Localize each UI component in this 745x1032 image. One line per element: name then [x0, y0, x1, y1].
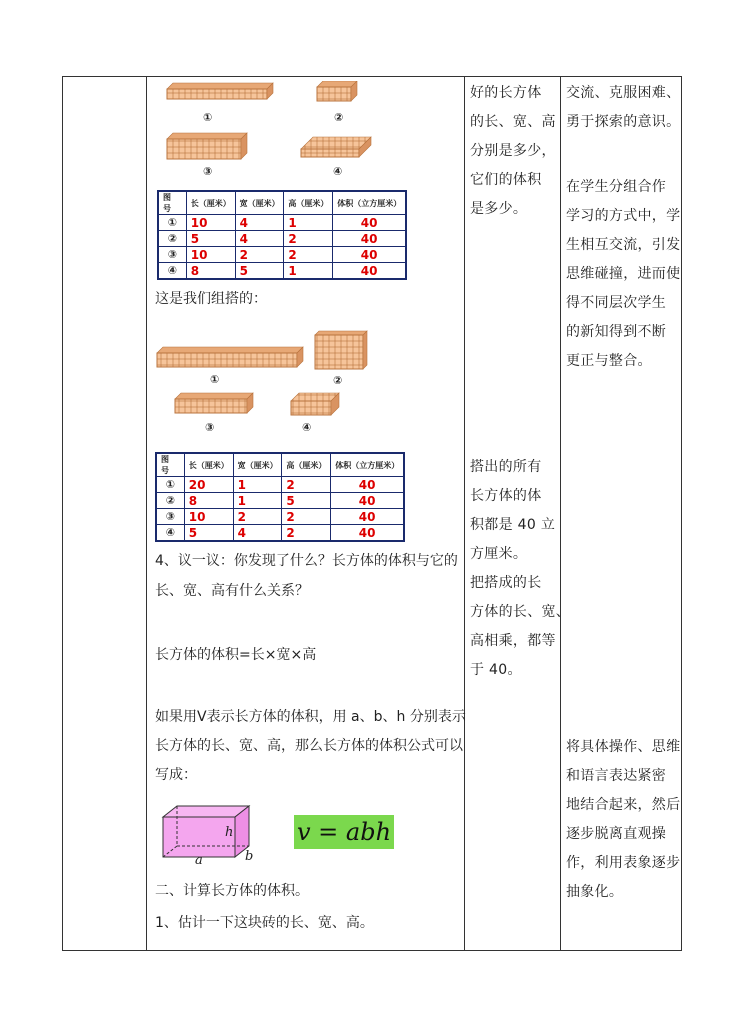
table-cell: 40: [331, 493, 404, 509]
table-cell: 2: [284, 247, 333, 263]
formula-intro: 写成：: [155, 767, 197, 783]
volume-formula: v = abh: [294, 815, 394, 849]
table-cell: 2: [282, 525, 331, 542]
header-cell: 体积（立方厘米）: [331, 453, 404, 477]
table-row: [156, 477, 404, 493]
table-cell: 1: [284, 215, 333, 231]
figure-caption: ④: [333, 165, 343, 178]
header-cell: 高（厘米）: [282, 453, 331, 477]
volume-table-1: [157, 190, 407, 280]
table-cell: 1: [233, 477, 282, 493]
table-row: [158, 263, 406, 280]
header-cell: 长（厘米）: [184, 453, 233, 477]
text-line: 交流、克服困难、: [566, 85, 681, 101]
table-cell: 5: [186, 231, 235, 247]
figure-caption: ②: [333, 374, 343, 387]
cuboid-diagram: [157, 803, 257, 869]
cuboid-drawings: [161, 81, 401, 181]
section-heading: 二、计算长方体的体积。: [155, 883, 309, 899]
table-cell: 2: [284, 231, 333, 247]
figure-caption: ②: [334, 111, 344, 124]
text-line: 好的长方体: [470, 85, 542, 101]
text-line: 方体的长、宽、: [470, 604, 571, 620]
table-cell: 20: [184, 477, 233, 493]
table-header-row: [156, 453, 404, 477]
figure-caption: ③: [205, 421, 215, 434]
text-line: 得不同层次学生: [566, 295, 667, 311]
text-line: 将具体操作、思维: [566, 739, 681, 755]
cuboid-drawings: [155, 329, 395, 439]
student-activity-block: [470, 453, 571, 685]
text-line: 抽象化。: [566, 884, 624, 900]
header-cell: 宽（厘米）: [233, 453, 282, 477]
table-row: [158, 231, 406, 247]
table-cell: ④: [156, 525, 184, 542]
table-cell: 10: [184, 509, 233, 525]
text-line: 是多少。: [470, 201, 528, 217]
estimate-text: 1、估计一下这块砖的长、宽、高。: [155, 915, 374, 931]
text-line: 分别是多少，: [470, 143, 556, 159]
table-cell: 4: [235, 215, 284, 231]
volume-relation: 长方体的体积=长×宽×高: [155, 647, 317, 663]
figure-caption: ③: [203, 165, 213, 178]
height-label: h: [225, 825, 234, 840]
text-line: 把搭成的长: [470, 575, 542, 591]
text-line: 的长、宽、高: [470, 114, 556, 130]
table-cell: 40: [333, 247, 406, 263]
table-cell: 2: [282, 477, 331, 493]
text-line: 逐步脱离直观操: [566, 826, 667, 842]
table-cell: ①: [156, 477, 184, 493]
column-divider: [464, 77, 465, 950]
table-cell: 8: [184, 493, 233, 509]
table-row: [156, 509, 404, 525]
text-line: 和语言表达紧密: [566, 768, 667, 784]
table-cell: 40: [331, 477, 404, 493]
table-cell: 5: [282, 493, 331, 509]
text-line: 积都是 40 立: [470, 517, 556, 533]
table-cell: 10: [186, 247, 235, 263]
table-cell: 1: [233, 493, 282, 509]
header-cell: 图 号: [156, 453, 184, 477]
text-line: 更正与整合。: [566, 353, 652, 369]
table-row: [158, 247, 406, 263]
table-cell: 8: [186, 263, 235, 280]
table-cell: ①: [158, 215, 186, 231]
cuboid-outline: [157, 803, 257, 869]
table-cell: ③: [158, 247, 186, 263]
design-intent-block: [566, 173, 681, 376]
text-line: 搭出的所有: [470, 459, 542, 475]
header-cell: 长（厘米）: [186, 191, 235, 215]
formula-intro: 长方体的长、宽、高，那么长方体的体积公式可以: [155, 738, 463, 754]
text-line: 作，利用表象逐步: [566, 855, 681, 871]
design-intent-block: [566, 733, 681, 907]
table-row: [158, 215, 406, 231]
table-cell: 40: [333, 263, 406, 280]
length-label: a: [195, 853, 203, 868]
text-line: 它们的体积: [470, 172, 542, 188]
table-cell: 2: [282, 509, 331, 525]
discuss-text: 长、宽、高有什么关系？: [155, 583, 309, 599]
table-row: [156, 493, 404, 509]
table-cell: 5: [235, 263, 284, 280]
our-group-text: 这是我们组搭的：: [155, 291, 267, 307]
formula-intro: 如果用V表示长方体的体积，用 a、b、h 分别表示: [155, 709, 466, 725]
cuboid-figure-1: [161, 81, 401, 181]
header-cell: 高（厘米）: [284, 191, 333, 215]
text-line: 学习的方式中，学: [566, 208, 681, 224]
text-line: 思维碰撞，进而使: [566, 266, 681, 282]
table-cell: 2: [233, 509, 282, 525]
table-cell: 10: [186, 215, 235, 231]
activity-column: [147, 77, 466, 950]
table-cell: ③: [156, 509, 184, 525]
table-row: [156, 525, 404, 542]
lesson-table: [62, 76, 682, 951]
table-cell: ②: [156, 493, 184, 509]
text-line: 勇于探索的意识。: [566, 114, 681, 130]
figure-caption: ④: [302, 421, 312, 434]
table-cell: 40: [333, 215, 406, 231]
figure-caption: ①: [203, 111, 213, 124]
table-header-row: [158, 191, 406, 215]
table-cell: ④: [158, 263, 186, 280]
width-label: b: [245, 849, 254, 864]
text-line: 的新知得到不断: [566, 324, 667, 340]
volume-table-2: [155, 452, 405, 542]
header-cell: 宽（厘米）: [235, 191, 284, 215]
header-cell: 体积（立方厘米）: [333, 191, 406, 215]
cuboid-figure-2: [155, 329, 395, 439]
column-divider: [560, 77, 561, 950]
table-cell: 40: [331, 509, 404, 525]
table-cell: 40: [333, 231, 406, 247]
text-line: 长方体的体: [470, 488, 542, 504]
text-line: 地结合起来，然后: [566, 797, 681, 813]
table-cell: 4: [235, 231, 284, 247]
discuss-text: 4、议一议：你发现了什么？长方体的体积与它的: [155, 553, 458, 569]
table-cell: 4: [233, 525, 282, 542]
text-line: 于 40。: [470, 662, 522, 678]
student-activity-block: [470, 79, 558, 224]
header-cell: 图 号: [158, 191, 186, 215]
text-line: 生相互交流，引发: [566, 237, 681, 253]
text-line: 在学生分组合作: [566, 179, 667, 195]
text-line: 高相乘，都等: [470, 633, 556, 649]
table-cell: ②: [158, 231, 186, 247]
table-cell: 5: [184, 525, 233, 542]
table-cell: 1: [284, 263, 333, 280]
table-cell: 2: [235, 247, 284, 263]
text-line: 方厘米。: [470, 546, 528, 562]
table-cell: 40: [331, 525, 404, 542]
design-intent-block: [566, 79, 681, 137]
figure-caption: ①: [210, 373, 220, 386]
